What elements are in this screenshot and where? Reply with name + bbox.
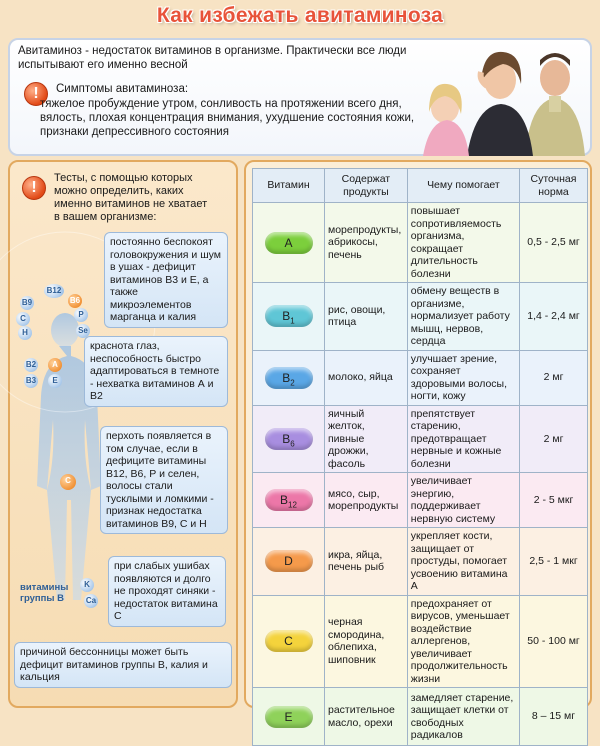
callout-dizziness: постоянно беспокоят головокружения и шум в ушах - дефицит витаминов В3 и Е, а также микроэлементов марганца и калия bbox=[104, 232, 228, 328]
table-row bbox=[253, 283, 588, 351]
table-row bbox=[253, 688, 588, 746]
vitamin-letter: E bbox=[284, 709, 293, 724]
symptoms-text: тяжелое пробуждение утром, сонливость на протяжении всего дня, вялость, плохая концентрация внимания, ухудшение состояния кожи, признаки депрессивного состояния bbox=[40, 98, 415, 138]
products-cell: рис, овощи, птица bbox=[325, 283, 408, 351]
header-helps: Чему помогает bbox=[407, 169, 519, 203]
warning-icon: ! bbox=[24, 82, 48, 106]
norm-cell: 2 мг bbox=[520, 350, 588, 405]
tests-text: Тесты, с помощью которых можно определить, каких именно витаминов не хватает в вашем организме: bbox=[54, 172, 208, 223]
table-row bbox=[253, 203, 588, 283]
norm-cell: 1,4 - 2,4 мг bbox=[520, 283, 588, 351]
page-title: Как избежать авитаминоза bbox=[156, 4, 444, 27]
vitamin-c-hair-tag: C bbox=[16, 312, 30, 326]
vitamin-subscript: 1 bbox=[290, 316, 295, 326]
table-row bbox=[253, 595, 588, 688]
products-cell: растительное масло, орехи bbox=[325, 688, 408, 746]
vitamin-capsule-icon bbox=[265, 305, 313, 327]
helps-cell: замедляет старение, защищает клетки от свободных радикалов bbox=[407, 688, 519, 746]
table-row bbox=[253, 350, 588, 405]
warning-icon: ! bbox=[22, 176, 46, 200]
vitamin-letter: B bbox=[282, 309, 291, 324]
products-cell: молоко, яйца bbox=[325, 350, 408, 405]
vitamin-b2-tag: B2 bbox=[24, 358, 38, 372]
vitamin-cell bbox=[253, 473, 325, 528]
header-products: Содержат продукты bbox=[325, 169, 408, 203]
vitamin-c-bruise-tag: C bbox=[60, 474, 76, 490]
callout-eyes: краснота глаз, неспособность быстро адаптироваться в темноте - нехватка витаминов А и В2 bbox=[84, 336, 228, 407]
norm-cell: 50 - 100 мг bbox=[520, 595, 588, 688]
vitamin-group-b-label: витамины группы В bbox=[20, 582, 69, 604]
vitamin-subscript: 12 bbox=[288, 500, 297, 510]
vitamin-cell bbox=[253, 203, 325, 283]
vitamin-capsule-icon bbox=[265, 489, 313, 511]
table-header-row bbox=[253, 169, 588, 203]
norm-cell: 8 – 15 мг bbox=[520, 688, 588, 746]
vitamin-letter: B bbox=[280, 493, 289, 507]
vitamin-b12-tag: B12 bbox=[44, 284, 64, 298]
intro-text: Авитаминоз - недостаток витаминов в организме. Практически все люди испытывают его именно весной bbox=[18, 45, 407, 71]
products-cell: икра, яйца, печень рыб bbox=[325, 528, 408, 596]
vitamin-capsule-icon bbox=[265, 428, 313, 450]
norm-cell: 2 мг bbox=[520, 405, 588, 473]
helps-cell: обмену веществ в организме, нормализует работу мышц, нервов, сердца bbox=[407, 283, 519, 351]
vitamin-capsule-icon bbox=[265, 706, 313, 728]
products-cell: яичный желток, пивные дрожжи, фасоль bbox=[325, 405, 408, 473]
vitamins-table bbox=[252, 168, 588, 746]
vitamin-b6-tag: B6 bbox=[68, 294, 82, 308]
products-cell: морепродукты, абрикосы, печень bbox=[325, 203, 408, 283]
callout-insomnia: причиной бессонницы может быть дефицит витаминов группы В, калия и кальция bbox=[14, 642, 232, 688]
vitamin-a-tag: A bbox=[48, 358, 62, 372]
table-row bbox=[253, 528, 588, 596]
vitamin-capsule-icon bbox=[265, 232, 313, 254]
vitamin-h-tag: H bbox=[18, 326, 32, 340]
vitamin-cell bbox=[253, 350, 325, 405]
header-norm: Суточная норма bbox=[520, 169, 588, 203]
vitamin-p-tag: P bbox=[74, 308, 88, 322]
products-cell: черная смородина, облепиха, шиповник bbox=[325, 595, 408, 688]
callout-dandruff: перхоть появляется в том случае, если в дефиците витамины В12, В6, Р и селен, волосы стали тусклыми и ломкими - признак недостатка витаминов В9, С и Н bbox=[100, 426, 228, 534]
vitamin-letter: C bbox=[284, 634, 293, 649]
symptoms-title: Симптомы авитаминоза: bbox=[56, 83, 189, 95]
selenium-tag: Se bbox=[76, 324, 90, 338]
helps-cell: повышает сопротивляемость организма, сокращает длительность болезни bbox=[407, 203, 519, 283]
tests-panel bbox=[8, 160, 238, 708]
vitamin-capsule-icon bbox=[265, 367, 313, 389]
calcium-tag: Ca bbox=[84, 594, 98, 608]
vitamin-cell bbox=[253, 595, 325, 688]
helps-cell: укрепляет кости, защищает от простуды, помогает усвоению витамина А bbox=[407, 528, 519, 596]
helps-cell: увеличивает энергию, поддерживает нервную систему bbox=[407, 473, 519, 528]
helps-cell: предохраняет от вирусов, уменьшает воздействие аллергенов, увеличивает продолжительность жизни bbox=[407, 595, 519, 688]
norm-cell: 0,5 - 2,5 мг bbox=[520, 203, 588, 283]
potassium-tag: K bbox=[80, 578, 94, 592]
table-row bbox=[253, 405, 588, 473]
vitamin-b3-tag: B3 bbox=[24, 374, 38, 388]
products-cell: мясо, сыр, морепродукты bbox=[325, 473, 408, 528]
vitamin-subscript: 6 bbox=[290, 439, 295, 449]
vitamin-e-tag: E bbox=[48, 374, 62, 388]
vitamin-cell bbox=[253, 528, 325, 596]
vitamin-cell bbox=[253, 283, 325, 351]
table-row bbox=[253, 473, 588, 528]
norm-cell: 2,5 - 1 мкг bbox=[520, 528, 588, 596]
vitamin-cell bbox=[253, 405, 325, 473]
norm-cell: 2 - 5 мкг bbox=[520, 473, 588, 528]
vitamin-subscript: 2 bbox=[290, 377, 295, 387]
header-vitamin: Витамин bbox=[253, 169, 325, 203]
helps-cell: препятствует старению, предотвращает нервные и кожные болезни bbox=[407, 405, 519, 473]
vitamins-table-panel bbox=[244, 160, 592, 741]
vitamin-capsule-icon bbox=[265, 630, 313, 652]
vitamin-cell bbox=[253, 688, 325, 746]
vitamin-letter: B bbox=[282, 431, 291, 446]
vitamin-letter: D bbox=[284, 554, 293, 569]
helps-cell: улучшает зрение, сохраняет здоровыми волосы, ногти, кожу bbox=[407, 350, 519, 405]
vitamin-letter: B bbox=[282, 370, 291, 385]
vitamin-capsule-icon bbox=[265, 550, 313, 572]
vitamin-b9-tag: B9 bbox=[20, 296, 34, 310]
vitamin-letter: A bbox=[284, 235, 293, 250]
callout-bruises: при слабых ушибах появляются и долго не проходят синяки - недостаток витамина С bbox=[108, 556, 226, 627]
family-photo-illustration bbox=[405, 42, 585, 156]
